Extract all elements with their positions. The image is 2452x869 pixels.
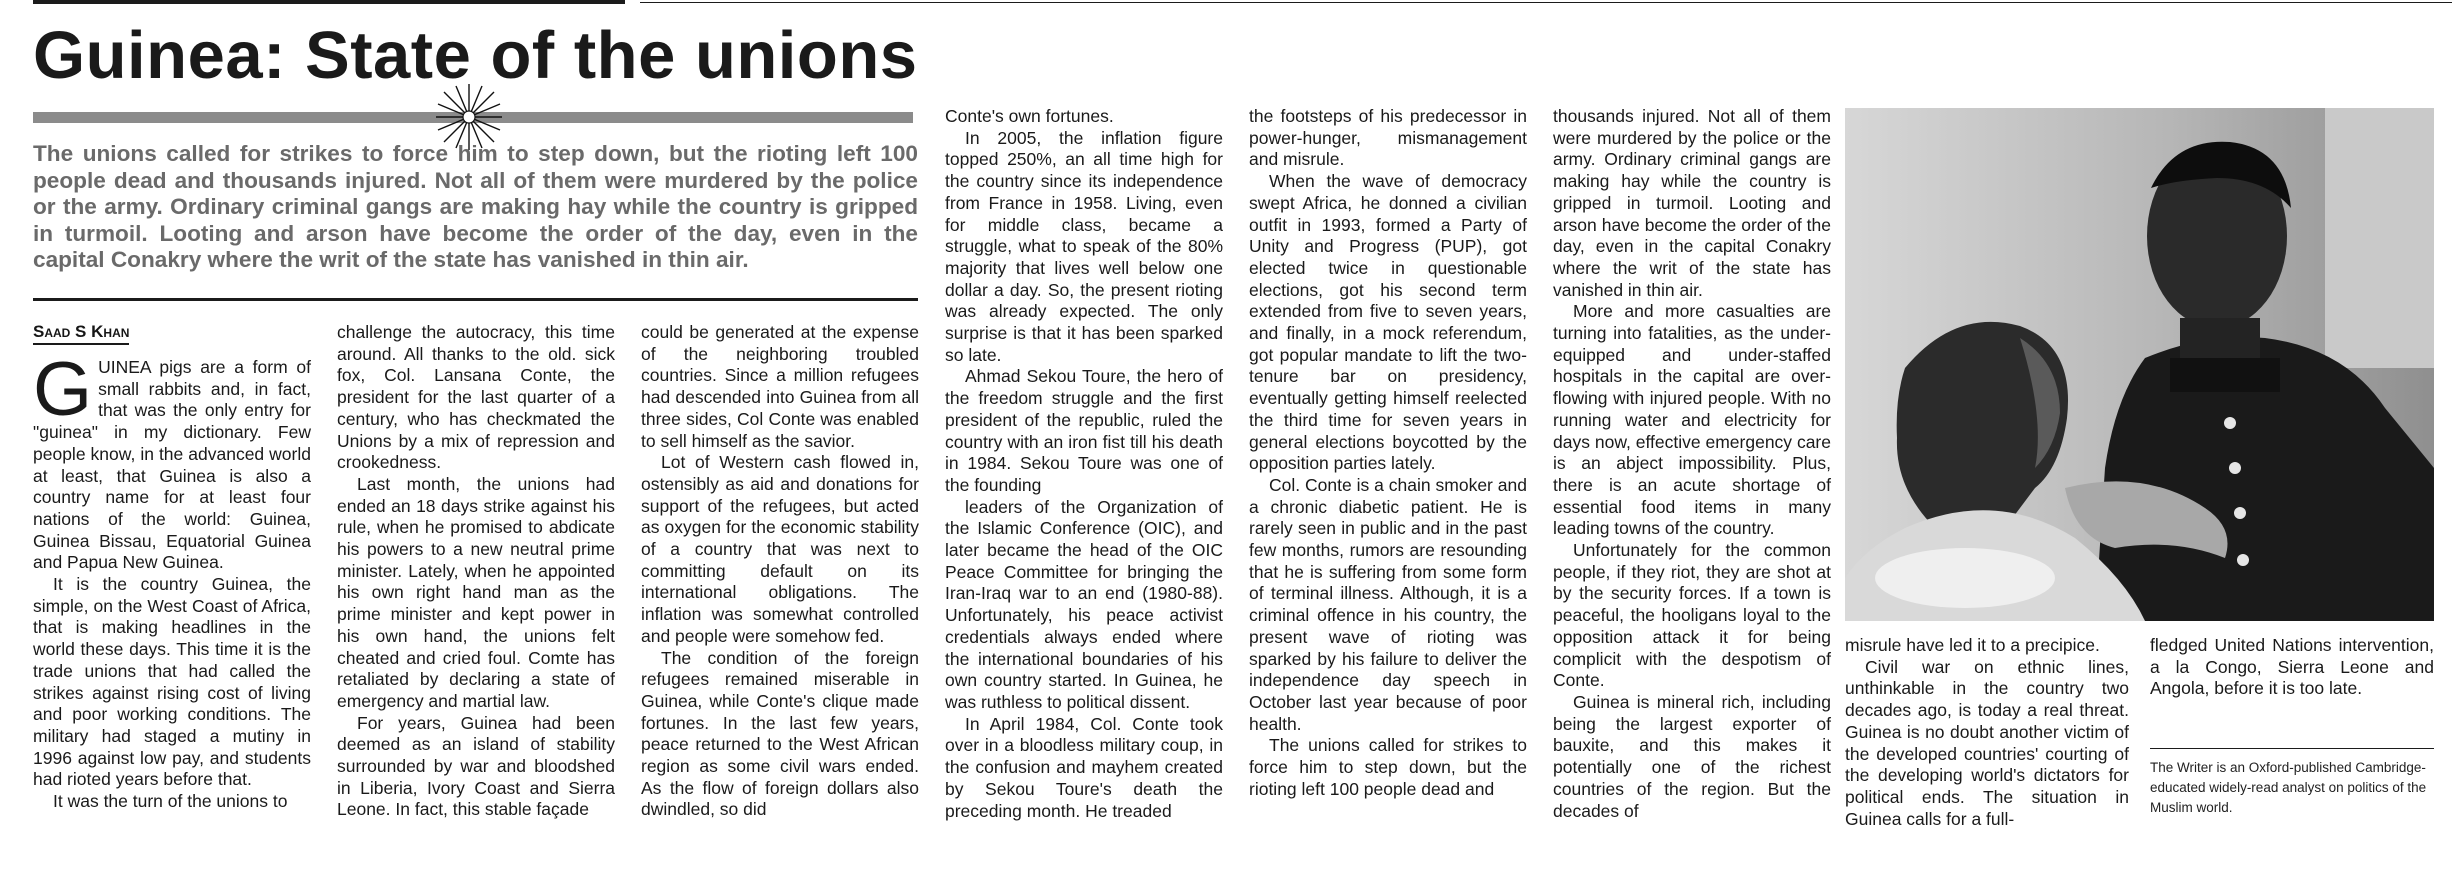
paragraph: misrule have led it to a precipice.	[1845, 635, 2100, 655]
paragraph: leaders of the Organization of the Islamic Conference (OIC), and later became the head of the OIC Peace Committee for bringing the Iran-Iraq war to an end (1980-88). Unfortunately, his peace activist credentials always ended where the international boundaries of his own country started. In Guinea, he was ruthless to political dissent.	[945, 496, 1223, 712]
paragraph: could be generated at the expense of the neighboring troubled countries. Since a million refugees had descended into Guinea from all three sides, Col Conte was enabled to sell himself as the savior.	[641, 322, 919, 451]
top-rule-left	[33, 0, 625, 4]
text-column-1	[33, 347, 311, 813]
paragraph: More and more casualties are turning into fatalities, as the under- equipped and under-staffed hospitals in the capital are over-flowing with injured people. With no running water and electricity for days now, effective emergency care is an abject impossibility. Plus, there is an acute shortage of essential food items in many leading towns of the country.	[1553, 301, 1831, 539]
text-column-8	[2150, 635, 2434, 700]
paragraph: challenge the autocracy, this time around. All thanks to the old. sick fox, Col. Lansana Conte, the president for the last quarter of a century, who has checkmated the Unions by a mix of repression and crookedness.	[337, 322, 615, 473]
paragraph: Guinea is mineral rich, including being the largest exporter of bauxite, and this makes it potentially one of the richest countries of the region. But the decades of	[1553, 691, 1831, 821]
drop-cap: G	[33, 347, 93, 432]
byline: Saad S Khan	[33, 322, 129, 345]
text-column-7	[1845, 635, 2129, 830]
paragraph: For years, Guinea had been deemed as an island of stability surrounded by war and bloodshed in Liberia, Ivory Coast and Sierra Leone. In fact, this stable façade	[337, 712, 615, 820]
paragraph: Unfortunately for the common people, if they riot, they are shot at by the security forces. If a town is peaceful, the hooligans loyal to the opposition attack it for being complicit with the despotism of Conte.	[1553, 540, 1831, 691]
portrait-photo	[1845, 108, 2434, 621]
headline: Guinea: State of the unions	[33, 18, 918, 93]
section-rule	[33, 298, 918, 301]
paragraph: Col. Conte is a chain smoker and a chronic diabetic patient. He is rarely seen in public and in the past few months, rumors are resounding that he is suffering from some form of terminal illness. Although, it is a criminal offence in his country, the present wave of rioting was sparked by his failure to deliver the independence day speech in October last year because of poor health.	[1249, 474, 1527, 734]
paragraph: Ahmad Sekou Toure, the hero of the freedom struggle and the first president of the republic, ruled the country with an iron fist till his death in 1984. Sekou Toure was one of the founding	[945, 366, 1223, 495]
text-column-6	[1553, 106, 1831, 822]
paragraph: In 2005, the inflation figure topped 250%, an all time high for the country since its independence from France in 1958. Living, even for middle class, became a struggle, what to speak of the 80% majority that lives well below one dollar a day. So, the present rioting was already expected. The only surprise is that it has been sparked so late.	[945, 127, 1223, 365]
paragraph: It was the turn of the unions to	[53, 791, 288, 812]
top-rule-right	[640, 2, 2452, 3]
text-column-5	[1249, 106, 1527, 801]
paragraph: The condition of the foreign refugees remained miserable in Guinea, while Conte's clique made fortunes. In the last few years, peace returned to the West African region as some civil wars ended. As the flow of foreign dollars also dwindled, so did	[641, 647, 919, 820]
paragraph: When the wave of democracy swept Africa, he donned a civilian outfit in 1993, formed a Party of Unity and Progress (PUP), got elected twice in questionable elections, got his second term extended from five to seven years, and finally, in a mock referendum, got popular mandate to lift the two-tenure bar on presidency, eventually getting himself reelected the third time for seven years in general elections boycotted by the opposition parties lately.	[1249, 171, 1527, 474]
paragraph: It is the country Guinea, the simple, on the West Coast of Africa, that is making headlines in the world these days. This time it is the trade unions that had called the strikes against rising cost of living and poor working conditions. The military had staged a mutiny in 1996 against low pay, and students had rioted years before that.	[33, 574, 311, 790]
author-note: The Writer is an Oxford-published Cambridge-educated widely-read analyst on politics of the Muslim world.	[2150, 760, 2427, 815]
paragraph: UINEA pigs are a form of small rabbits and, in fact, that was the only entry for "guinea" in my dictionary. Few people know, in the advanced world at least, that Guinea is also a country name for at least four nations of the world: Guinea, Guinea Bissau, Equatorial Guinea and Papua New Guinea.	[33, 357, 311, 573]
text-column-2	[337, 322, 615, 821]
standfirst: The unions called for strikes to force him to step down, but the rioting left 100 people dead and thousands injured. Not all of them were murdered by the police or the army. Ordinary criminal gangs are making hay while the country is gripped in turmoil. Looting and arson have become the order of the day, even in the capital Conakry where the writ of the state has vanished in thin air.	[33, 141, 918, 272]
paragraph: the footsteps of his predecessor in power-hunger, mismanagement and misrule.	[1249, 106, 1527, 170]
author-note-rule	[2150, 748, 2434, 749]
text-column-4	[945, 106, 1223, 822]
paragraph: Lot of Western cash flowed in, ostensibly as aid and donations for support of the refugees, but acted as oxygen for the economic stability of a country that was next to committing default on its international obligations. The inflation was somewhat controlled and people were somehow fed.	[641, 452, 919, 646]
portrait-photo-icon	[1845, 108, 2434, 621]
paragraph: In April 1984, Col. Conte took over in a bloodless military coup, in the confusion and mayhem created by Sekou Toure's death the preceding month. He treaded	[945, 713, 1223, 821]
paragraph: fledged United Nations intervention, a la Congo, Sierra Leone and Angola, before it is too late.	[2150, 635, 2434, 699]
paragraph: thousands injured. Not all of them were murdered by the police or the army. Ordinary criminal gangs are making hay while the country is gripped in turmoil. Looting and arson have become the order of the day, even in the capital Conakry where the writ of the state has vanished in thin air.	[1553, 106, 1831, 300]
paragraph: The unions called for strikes to force him to step down, but the rioting left 100 people dead and	[1249, 735, 1527, 799]
paragraph: Civil war on ethnic lines, unthinkable in the country two decades ago, is today a real threat. Guinea is no doubt another victim of the developed countries' courting of the developing world's dictators for political ends. The situation in Guinea calls for a full-	[1845, 656, 2129, 829]
text-column-3	[641, 322, 919, 821]
paragraph: Last month, the unions had ended an 18 days strike against his rule, when he promised to abdicate his powers to a new neutral prime minister. Lately, when he appointed his own right hand man as the prime minister and kept power in his own hand, the unions felt cheated and cried foul. Comte has retaliated by declaring a state of emergency and martial law.	[337, 473, 615, 711]
paragraph: Conte's own fortunes.	[945, 106, 1114, 126]
